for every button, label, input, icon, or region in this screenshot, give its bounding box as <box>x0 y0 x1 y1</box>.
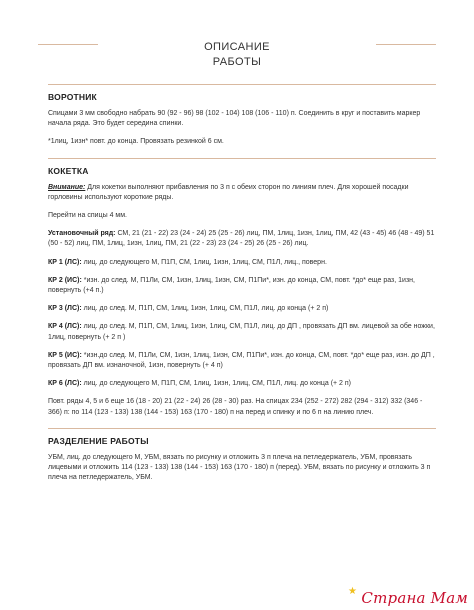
short-row-3 <box>48 304 436 314</box>
division-instruction: УБМ, лиц. до следующего М, УБМ, вязать по рисунку и отложить 3 п плеча на петледержатель, УБМ, провязать лицевыми и отложить 114 (123 - 133) 138 (144 - 153) 163 (170 - 180) п (перед). УБМ, вязать по рисунку и отложить 3 п плеча на петледержатель, УБМ. <box>48 453 431 482</box>
short-row-6 <box>48 379 436 389</box>
short-row-4 <box>48 322 436 342</box>
short-row-1-label: КР 1 (ЛС): <box>48 258 82 266</box>
site-watermark <box>348 585 468 607</box>
short-row-1-text: лиц. до следующего М, П1П, СМ, 1лиц, 1изн, 1лиц, СМ, П1Л, лиц., поверн. <box>81 258 327 266</box>
section-title-division: РАЗДЕЛЕНИЕ РАБОТЫ <box>48 435 149 446</box>
short-row-3-label: КР 3 (ЛС): <box>48 305 82 313</box>
yoke-switch-needles: Перейти на спицы 4 мм. <box>48 212 127 220</box>
short-row-3-text: лиц. до след. М, П1П, СМ, 1лиц, 1изн, 1лиц, СМ, П1Л, лиц. до конца (+ 2 п) <box>81 305 329 313</box>
short-row-5-text: *изн.до след. М, П1Ли, СМ, 1изн, 1лиц, 1изн, СМ, П1Пи*, изн. до конца, СМ, повт. *до* еще раз, изн. до ДП , провязать ДП вм. изнаночной, 1изн, повернуть (+ 4 п) <box>48 351 435 370</box>
yoke-attention <box>48 183 436 203</box>
yoke-repeat-instruction: Повт. ряды 4, 5 и 6 еще 16 (18 - 20) 21 (22 - 24) 26 (28 - 30) раз. На спицах 234 (252 - 272) 282 (294 - 312) 332 (346 - 366) п: по 114 (123 - 133) 138 (144 - 153) 163 (170 - 180) п на перед и спинку и по 6 п на линию плеч. <box>48 398 423 416</box>
section-title-yoke: КОКЕТКА <box>48 165 89 176</box>
short-row-2 <box>48 276 436 296</box>
section-divider <box>48 428 436 429</box>
short-row-5-label: КР 5 (ИС): <box>48 351 82 359</box>
attention-text: Для кокетки выполняют прибавления по 3 п с обеих сторон по линиям плеч. Для хорошей посадки горловины используют короткие ряды. <box>48 183 409 201</box>
short-row-6-text: лиц. до следующего М, П1П, СМ, 1лиц, 1изн, 1лиц, СМ, П1Л, лиц. до конца (+ 2 п) <box>81 380 352 388</box>
short-row-4-text: лиц. до след. М, П1П, СМ, 1лиц, 1изн, 1лиц, СМ, П1Л, лиц. до ДП , провязать ДП вм. лицевой за обе ножки, 1лиц, повернуть (+ 2 п ) <box>48 323 435 341</box>
collar-instruction: Спицами 3 мм свободно набрать 90 (92 - 96) 98 (102 - 104) 108 (106 - 110) п. Соединить в круг и поставить маркер начала ряда. Это будет середина спинки. <box>48 110 421 128</box>
collar-rib-instruction: *1лиц, 1изн* повт. до конца. Провязать резинкой 6 см. <box>48 138 224 146</box>
setup-row <box>48 229 436 249</box>
short-row-4-label: КР 4 (ЛС): <box>48 323 82 331</box>
short-row-5 <box>48 351 436 371</box>
section-title-collar: ВОРОТНИК <box>48 92 97 102</box>
short-row-2-label: КР 2 (ИС): <box>48 276 82 284</box>
watermark-logo-text: Страна Мам <box>361 589 468 607</box>
short-row-2-text: *изн. до след. М, П1Ли, СМ, 1изн, 1лиц, 1изн, СМ, П1Пи*, изн. до конца, СМ, повт. *до* еще раз, 1изн, повернуть (+4 п.) <box>48 276 415 295</box>
document-body <box>48 84 436 491</box>
star-icon: ★ <box>348 586 357 597</box>
page-title-line2: РАБОТЫ <box>212 56 262 68</box>
setup-row-text: СМ, 21 (21 - 22) 23 (24 - 24) 25 (25 - 26) лиц, ПМ, 1лиц, 1изн, 1лиц, ПМ, 42 (43 - 45) 46 (48 - 49) 51 (50 - 52) лиц, ПМ, 1лиц, 1изн, 1лиц, ПМ, 21 (22 - 23) 23 (24 - 25) 26 (25 - 26) лиц. <box>48 230 435 248</box>
page-title-line1: ОПИСАНИЕ <box>204 41 270 53</box>
short-row-1 <box>48 258 436 268</box>
section-divider <box>48 84 436 85</box>
document-header <box>0 36 474 70</box>
attention-label: Внимание: <box>48 183 86 191</box>
short-row-6-label: КР 6 (ЛС): <box>48 380 82 388</box>
section-divider <box>48 158 436 159</box>
setup-row-label: Установочный ряд: <box>48 230 116 238</box>
